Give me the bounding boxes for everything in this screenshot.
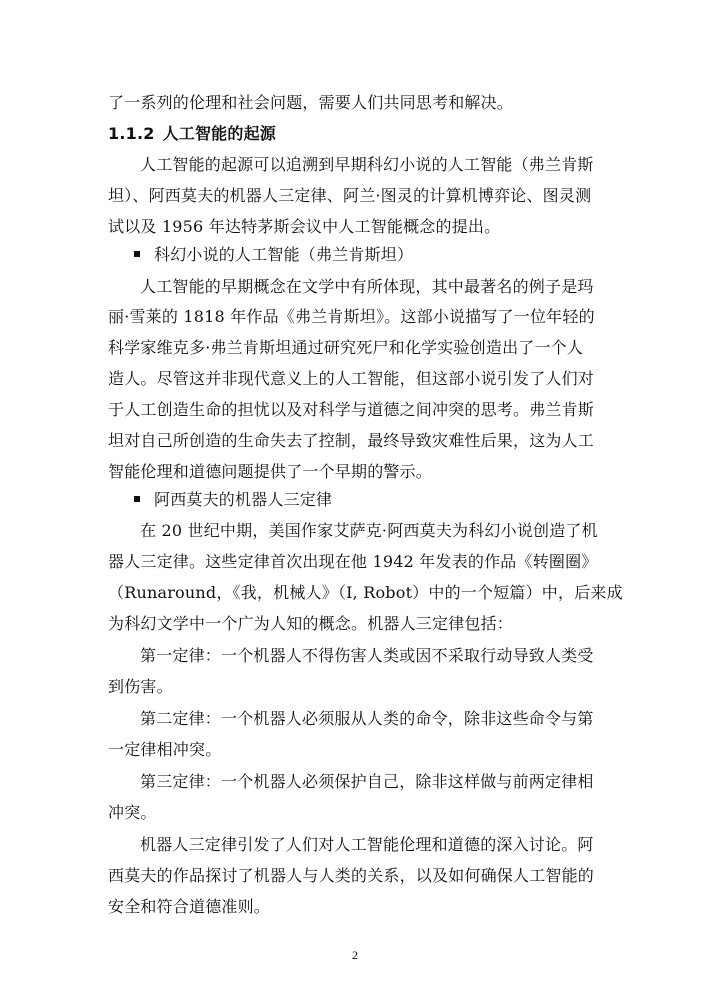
paragraph-line: 一定律相冲突。 [108,740,222,759]
paragraph-line: 第二定律：一个机器人必须服从人类的命令，除非这些命令与第 [140,709,594,728]
paragraph-line: 第三定律：一个机器人必须保护自己，除非这样做与前两定律相 [140,772,594,791]
paragraph-line: 到伤害。 [108,677,173,696]
paragraph-line: 试以及 1956 年达特茅斯会议中人工智能概念的提出。 [108,217,501,236]
bullet-text: 科幻小说的人工智能（弗兰肯斯坦） [154,245,414,264]
paragraph-line: 在 20 世纪中期，美国作家艾萨克·阿西莫夫为科幻小说创造了机 [140,521,598,540]
paragraph-line: 智能伦理和道德问题提供了一个早期的警示。 [108,462,433,481]
paragraph-line: 机器人三定律引发了人们对人工智能伦理和道德的深入讨论。阿 [140,835,594,854]
page-number: 2 [352,948,358,962]
paragraph-line: 人工智能的早期概念在文学中有所体现，其中最著名的例子是玛 [140,277,594,296]
paragraph-line: 丽·雪莱的 1818 年作品《弗兰肯斯坦》。这部小说描写了一位年轻的 [108,307,595,326]
paragraph-line: 坦对自己所创造的生命失去了控制，最终导致灾难性后果，这为人工 [108,431,595,450]
paragraph-line: （Runaround，《我，机械人》（I, Robot）中的一个短篇）中，后来成 [108,583,623,602]
paragraph-line: 了一系列的伦理和社会问题，需要人们共同思考和解决。 [108,93,514,112]
paragraph-line: 西莫夫的作品探讨了机器人与人类的关系，以及如何确保人工智能的 [108,866,595,885]
bullet-square-icon [134,496,140,502]
paragraph-line: 第一定律：一个机器人不得伤害人类或因不采取行动导致人类受 [140,646,594,665]
section-heading [108,123,604,145]
section-title: 人工智能的起源 [162,124,276,143]
bullet-item [134,489,630,511]
paragraph-line: 器人三定律。这些定律首次出现在他 1942 年发表的作品《转圈圈》 [108,552,598,571]
paragraph-line: 科学家维克多·弗兰肯斯坦通过研究死尸和化学实验创造出了一个人 [108,338,584,357]
paragraph-line: 于人工创造生命的担忧以及对科学与道德之间冲突的思考。弗兰肯斯 [108,400,595,419]
paragraph-line: 坦）、阿西莫夫的机器人三定律、阿兰·图灵的计算机博弈论、图灵测 [108,186,592,205]
section-number: 1.1.2 [108,124,155,143]
paragraph-line: 安全和符合道德准则。 [108,897,271,916]
paragraph-line: 冲突。 [108,803,157,822]
paragraph-line: 为科幻文学中一个广为人知的概念。机器人三定律包括： [108,614,514,633]
bullet-item [134,244,630,266]
paragraph-line: 造人。尽管这并非现代意义上的人工智能，但这部小说引发了人们对 [108,369,595,388]
bullet-square-icon [134,251,140,257]
paragraph-line: 人工智能的起源可以追溯到早期科幻小说的人工智能（弗兰肯斯 [140,155,594,174]
bullet-text: 阿西莫夫的机器人三定律 [154,490,333,509]
